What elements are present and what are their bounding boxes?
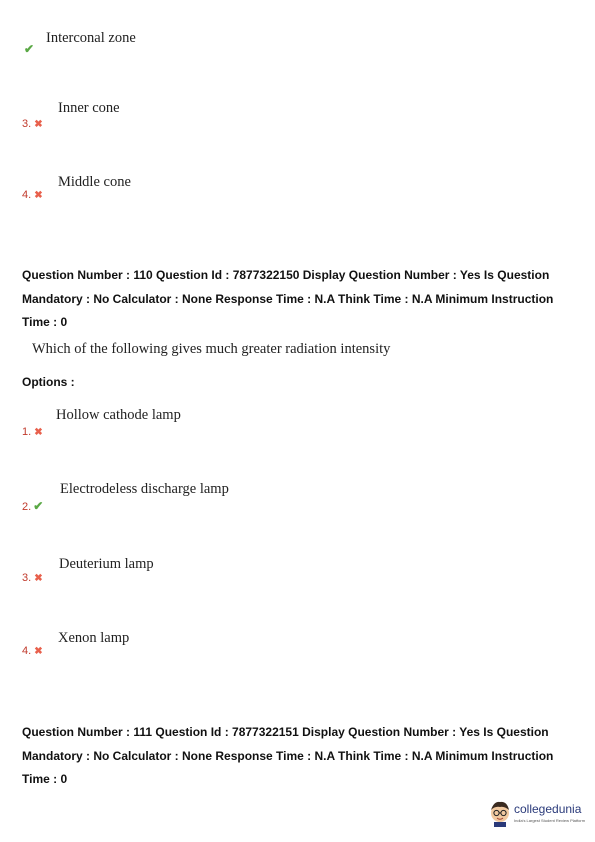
option-text: Electrodeless discharge lamp <box>60 481 229 497</box>
option-number: 2. ✔ <box>22 499 44 513</box>
mascot-icon <box>488 798 512 828</box>
check-icon: ✔ <box>24 42 35 56</box>
option-number: 1. ✖ <box>22 426 43 438</box>
logo-tagline: India's Largest Student Review Platform <box>514 818 586 823</box>
cross-icon: ✖ <box>34 646 43 657</box>
option-text: Xenon lamp <box>58 630 130 646</box>
option-text: Inner cone <box>58 100 120 116</box>
option-number: 4. ✖ <box>22 645 43 657</box>
question-text: Which of the following gives much greater radiation intensity <box>32 341 391 357</box>
option-text: Interconal zone <box>46 30 136 46</box>
option-number: 3. ✖ <box>22 572 43 584</box>
cross-icon: ✖ <box>34 427 43 438</box>
question-header: Question Number : 111 Question Id : 7877322151 Display Question Number : Yes Is Question Mandatory : No Calculator : None Response Time : N.A Think Time : N.A Minimum Instruction Time : 0 <box>22 725 554 786</box>
cross-icon: ✖ <box>34 119 43 130</box>
option-number: 4. ✖ <box>22 189 43 201</box>
option-text: Deuterium lamp <box>59 556 154 572</box>
cross-icon: ✖ <box>34 190 43 201</box>
logo-brand: collegedunia <box>514 802 582 816</box>
check-icon: ✔ <box>33 499 44 513</box>
options-label: Options : <box>22 375 75 389</box>
question-header: Question Number : 110 Question Id : 7877322150 Display Question Number : Yes Is Question Mandatory : No Calculator : None Response Time : N.A Think Time : N.A Minimum Instruction Time : 0 <box>22 268 554 329</box>
cross-icon: ✖ <box>34 573 43 584</box>
option-number: 3. ✖ <box>22 118 43 130</box>
option-text: Hollow cathode lamp <box>56 407 181 423</box>
option-number <box>22 42 34 56</box>
option-text: Middle cone <box>58 174 131 190</box>
collegedunia-logo <box>488 796 592 832</box>
